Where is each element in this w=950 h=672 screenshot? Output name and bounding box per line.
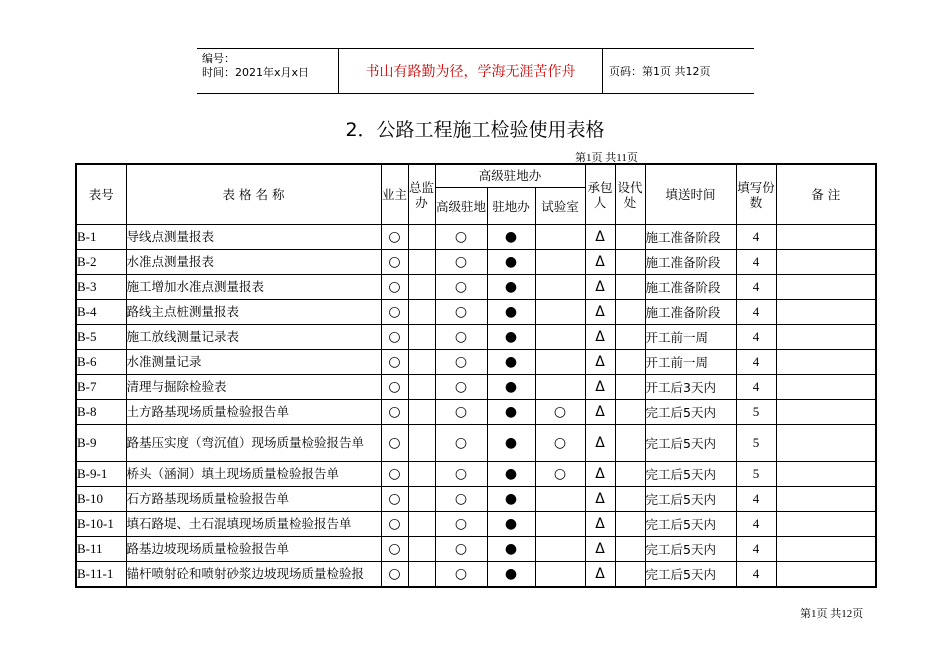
cell-owner: ○: [381, 275, 408, 300]
table-row: [76, 300, 876, 325]
cell-contractor: Δ: [585, 275, 615, 300]
cell-chief-supervisor: [408, 537, 435, 562]
cell-submit-time: 施工准备阶段: [645, 250, 736, 275]
cell-resident: ●: [487, 425, 535, 462]
cell-copies: 4: [736, 275, 776, 300]
cell-table-no: B-11-1: [76, 562, 126, 588]
header-table-name: [126, 164, 381, 225]
inspection-forms-table: [75, 163, 877, 588]
header-divider: [602, 49, 603, 93]
cell-table-no: B-2: [76, 250, 126, 275]
cell-owner: ○: [381, 225, 408, 250]
cell-copies: 5: [736, 425, 776, 462]
cell-copies: 4: [736, 300, 776, 325]
cell-table-name: 石方路基现场质量检验报告单: [126, 487, 381, 512]
cell-remarks: [776, 462, 876, 487]
cell-resident: ●: [487, 512, 535, 537]
cell-lab: [535, 537, 585, 562]
table-row: [76, 487, 876, 512]
header-resident: 驻地办: [487, 188, 535, 225]
cell-table-name: 路线主点桩测量报表: [126, 300, 381, 325]
cell-contractor: Δ: [585, 375, 615, 400]
cell-design-office: [615, 300, 645, 325]
cell-lab: [535, 512, 585, 537]
cell-remarks: [776, 325, 876, 350]
cell-table-name: 填石路堤、土石混填现场质量检验报告单: [126, 512, 381, 537]
cell-submit-time: 完工后5天内: [645, 487, 736, 512]
cell-design-office: [615, 375, 645, 400]
cell-submit-time: 完工后5天内: [645, 512, 736, 537]
cell-table-no: B-4: [76, 300, 126, 325]
table-row: [76, 462, 876, 487]
cell-lab: [535, 300, 585, 325]
header-table-no: 表号: [76, 164, 126, 225]
table-row: [76, 562, 876, 588]
cell-copies: 4: [736, 562, 776, 588]
cell-contractor: Δ: [585, 462, 615, 487]
cell-chief-supervisor: [408, 487, 435, 512]
time-label: 时间：2021年x月x日: [202, 66, 310, 79]
cell-table-no: B-10: [76, 487, 126, 512]
cell-resident: ●: [487, 375, 535, 400]
cell-lab: [535, 562, 585, 588]
cell-remarks: [776, 300, 876, 325]
cell-contractor: Δ: [585, 512, 615, 537]
cell-copies: 4: [736, 225, 776, 250]
cell-owner: ○: [381, 250, 408, 275]
cell-senior: ○: [435, 375, 487, 400]
cell-design-office: [615, 425, 645, 462]
cell-resident: ●: [487, 250, 535, 275]
cell-contractor: Δ: [585, 300, 615, 325]
cell-table-no: B-10-1: [76, 512, 126, 537]
cell-resident: ●: [487, 562, 535, 588]
cell-table-no: B-6: [76, 350, 126, 375]
cell-senior: ○: [435, 250, 487, 275]
table-row: [76, 225, 876, 250]
table-row: [76, 537, 876, 562]
header-lab: 试验室: [535, 188, 585, 225]
header-owner: 业主: [381, 164, 408, 225]
cell-table-no: B-3: [76, 275, 126, 300]
cell-contractor: Δ: [585, 225, 615, 250]
cell-senior: ○: [435, 225, 487, 250]
cell-table-no: B-5: [76, 325, 126, 350]
cell-owner: ○: [381, 425, 408, 462]
cell-senior: ○: [435, 487, 487, 512]
cell-owner: ○: [381, 400, 408, 425]
cell-senior: ○: [435, 325, 487, 350]
table-row: [76, 350, 876, 375]
header-remarks: 备 注: [776, 164, 876, 225]
cell-senior: ○: [435, 275, 487, 300]
cell-chief-supervisor: [408, 225, 435, 250]
cell-submit-time: 开工前一周: [645, 350, 736, 375]
cell-senior: ○: [435, 400, 487, 425]
header-page-code: 页码：第1页 共12页: [609, 65, 711, 78]
cell-owner: ○: [381, 325, 408, 350]
cell-contractor: Δ: [585, 537, 615, 562]
cell-contractor: Δ: [585, 400, 615, 425]
cell-lab: [535, 225, 585, 250]
cell-remarks: [776, 350, 876, 375]
cell-design-office: [615, 400, 645, 425]
cell-senior: ○: [435, 562, 487, 588]
header-copies: 填写份数: [736, 164, 776, 225]
cell-lab: ○: [535, 400, 585, 425]
cell-design-office: [615, 250, 645, 275]
table-row: [76, 400, 876, 425]
cell-copies: 4: [736, 512, 776, 537]
cell-design-office: [615, 275, 645, 300]
cell-chief-supervisor: [408, 425, 435, 462]
cell-submit-time: 完工后5天内: [645, 400, 736, 425]
header-submit-time: 填送时间: [645, 164, 736, 225]
cell-resident: ●: [487, 350, 535, 375]
cell-remarks: [776, 512, 876, 537]
cell-chief-supervisor: [408, 375, 435, 400]
cell-design-office: [615, 512, 645, 537]
cell-table-name: 水准点测量报表: [126, 250, 381, 275]
cell-table-name: 清理与掘除检验表: [126, 375, 381, 400]
cell-copies: 4: [736, 537, 776, 562]
number-label: 编号：: [202, 52, 235, 65]
cell-resident: ●: [487, 225, 535, 250]
cell-table-no: B-9-1: [76, 462, 126, 487]
cell-table-name: 桥头（涵洞）填土现场质量检验报告单: [126, 462, 381, 487]
cell-table-name: 导线点测量报表: [126, 225, 381, 250]
header-design-office: 设代处: [615, 164, 645, 225]
cell-lab: [535, 325, 585, 350]
cell-senior: ○: [435, 462, 487, 487]
cell-senior: ○: [435, 425, 487, 462]
cell-design-office: [615, 462, 645, 487]
table-row: [76, 325, 876, 350]
cell-chief-supervisor: [408, 250, 435, 275]
cell-design-office: [615, 537, 645, 562]
cell-copies: 4: [736, 250, 776, 275]
cell-lab: ○: [535, 425, 585, 462]
cell-owner: ○: [381, 375, 408, 400]
cell-remarks: [776, 487, 876, 512]
cell-table-no: B-8: [76, 400, 126, 425]
cell-chief-supervisor: [408, 275, 435, 300]
cell-submit-time: 施工准备阶段: [645, 300, 736, 325]
cell-submit-time: 完工后5天内: [645, 537, 736, 562]
cell-lab: ○: [535, 462, 585, 487]
header-meta: [202, 52, 309, 80]
table-row: [76, 425, 876, 462]
cell-table-no: B-9: [76, 425, 126, 462]
cell-table-name: 锚杆喷射砼和喷射砂浆边坡现场质量检验报: [126, 562, 381, 588]
cell-table-name: 路基边坡现场质量检验报告单: [126, 537, 381, 562]
cell-lab: [535, 350, 585, 375]
table-row: [76, 512, 876, 537]
cell-remarks: [776, 400, 876, 425]
cell-chief-supervisor: [408, 400, 435, 425]
table-row: [76, 375, 876, 400]
cell-senior: ○: [435, 300, 487, 325]
cell-remarks: [776, 375, 876, 400]
cell-submit-time: 完工后5天内: [645, 425, 736, 462]
cell-contractor: Δ: [585, 487, 615, 512]
cell-owner: ○: [381, 350, 408, 375]
cell-remarks: [776, 250, 876, 275]
cell-remarks: [776, 275, 876, 300]
cell-chief-supervisor: [408, 325, 435, 350]
cell-owner: ○: [381, 562, 408, 588]
header-chief-supervisor: 总监办: [408, 164, 435, 225]
cell-design-office: [615, 562, 645, 588]
cell-table-name: 土方路基现场质量检验报告单: [126, 400, 381, 425]
cell-table-name: 路基压实度（弯沉值）现场质量检验报告单: [126, 425, 381, 462]
cell-table-no: B-11: [76, 537, 126, 562]
cell-chief-supervisor: [408, 300, 435, 325]
cell-table-name: 施工放线测量记录表: [126, 325, 381, 350]
cell-owner: ○: [381, 487, 408, 512]
cell-contractor: Δ: [585, 350, 615, 375]
cell-chief-supervisor: [408, 512, 435, 537]
cell-lab: [535, 275, 585, 300]
cell-submit-time: 开工前一周: [645, 325, 736, 350]
header-name-text: 表 格 名 称: [222, 186, 285, 202]
cell-submit-time: 完工后5天内: [645, 562, 736, 588]
cell-remarks: [776, 225, 876, 250]
cell-owner: ○: [381, 537, 408, 562]
cell-owner: ○: [381, 512, 408, 537]
cell-remarks: [776, 425, 876, 462]
cell-owner: ○: [381, 300, 408, 325]
cell-copies: 5: [736, 400, 776, 425]
cell-submit-time: 施工准备阶段: [645, 275, 736, 300]
cell-remarks: [776, 537, 876, 562]
cell-resident: ●: [487, 325, 535, 350]
page-footer: 第1页 共12页: [800, 608, 864, 620]
cell-lab: [535, 250, 585, 275]
cell-owner: ○: [381, 462, 408, 487]
table-row: [76, 275, 876, 300]
cell-copies: 4: [736, 350, 776, 375]
cell-chief-supervisor: [408, 462, 435, 487]
cell-design-office: [615, 487, 645, 512]
cell-resident: ●: [487, 400, 535, 425]
cell-submit-time: 开工后3天内: [645, 375, 736, 400]
table-body: [76, 225, 876, 588]
cell-chief-supervisor: [408, 350, 435, 375]
header-senior-office: 高级驻地办: [435, 164, 585, 188]
header-senior: 高级驻地: [435, 188, 487, 225]
cell-design-office: [615, 225, 645, 250]
cell-design-office: [615, 325, 645, 350]
page-indicator: 第1页 共11页: [575, 152, 638, 164]
cell-chief-supervisor: [408, 562, 435, 588]
cell-design-office: [615, 350, 645, 375]
cell-contractor: Δ: [585, 325, 615, 350]
cell-resident: ●: [487, 487, 535, 512]
cell-table-name: 水准测量记录: [126, 350, 381, 375]
cell-copies: 4: [736, 375, 776, 400]
cell-contractor: Δ: [585, 425, 615, 462]
cell-lab: [535, 375, 585, 400]
cell-submit-time: 施工准备阶段: [645, 225, 736, 250]
cell-submit-time: 完工后5天内: [645, 462, 736, 487]
cell-lab: [535, 487, 585, 512]
cell-resident: ●: [487, 275, 535, 300]
cell-copies: 4: [736, 325, 776, 350]
header-motto: 书山有路勤为径，学海无涯苦作舟: [365, 64, 576, 80]
cell-resident: ●: [487, 462, 535, 487]
cell-table-name: 施工增加水准点测量报表: [126, 275, 381, 300]
cell-copies: 4: [736, 487, 776, 512]
cell-table-no: B-1: [76, 225, 126, 250]
cell-contractor: Δ: [585, 250, 615, 275]
document-title: 2．公路工程施工检验使用表格: [345, 119, 605, 141]
cell-senior: ○: [435, 350, 487, 375]
cell-contractor: Δ: [585, 562, 615, 588]
cell-table-no: B-7: [76, 375, 126, 400]
header-contractor: 承包人: [585, 164, 615, 225]
table-row: [76, 250, 876, 275]
cell-senior: ○: [435, 537, 487, 562]
cell-resident: ●: [487, 300, 535, 325]
cell-remarks: [776, 562, 876, 588]
cell-copies: 5: [736, 462, 776, 487]
cell-senior: ○: [435, 512, 487, 537]
page-header: [197, 48, 754, 94]
cell-resident: ●: [487, 537, 535, 562]
